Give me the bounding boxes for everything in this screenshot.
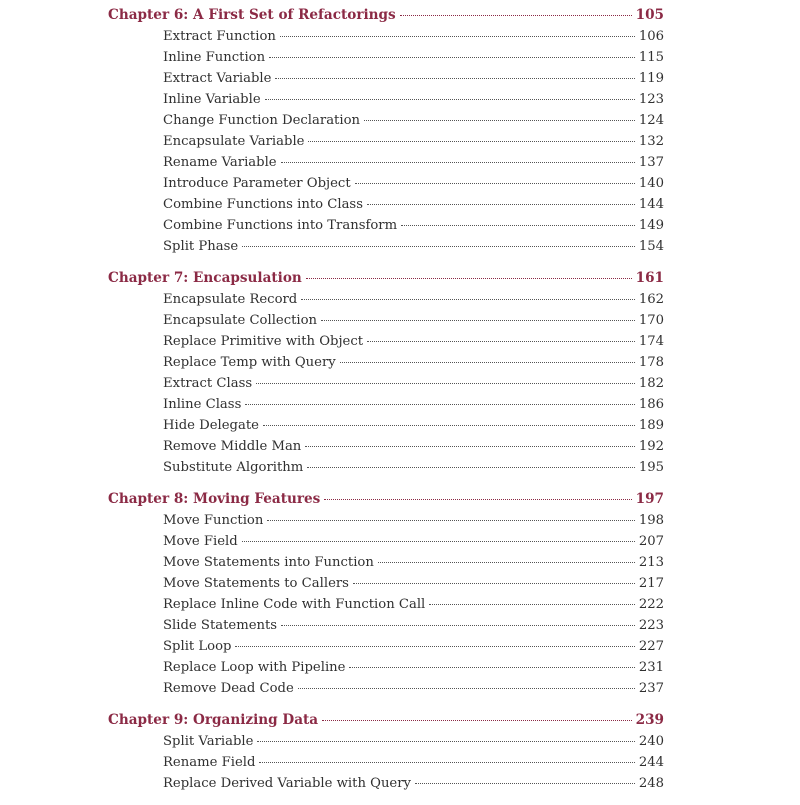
toc-section-entry[interactable] [163,215,664,236]
section-page-number: 149 [638,218,664,233]
section-title: Hide Delegate [163,418,259,433]
section-title: Replace Loop with Pipeline [163,660,346,675]
dot-leader [281,161,635,163]
section-title: Remove Middle Man [163,439,302,454]
chapter-heading[interactable] [108,710,664,731]
section-title: Move Field [163,534,238,549]
toc-section-entry[interactable] [163,47,664,68]
toc-section-entry[interactable] [163,510,664,531]
dot-leader [263,424,635,426]
section-page-number: 189 [638,418,664,433]
section-title: Split Loop [163,639,232,654]
dot-leader [275,77,634,79]
section-page-number: 182 [638,376,664,391]
toc-section-entry[interactable] [163,173,664,194]
dot-leader [269,56,635,58]
toc-section-entry[interactable] [163,110,664,131]
toc-section-entry[interactable] [163,89,664,110]
section-page-number: 178 [638,355,664,370]
toc-section-entry[interactable] [163,594,664,615]
section-title: Encapsulate Collection [163,313,318,328]
section-title: Encapsulate Record [163,292,298,307]
section-title: Inline Variable [163,92,261,107]
toc-section-entry[interactable] [163,773,664,794]
toc-section-entry[interactable] [163,657,664,678]
dot-leader [281,624,635,626]
toc-chapter [108,710,664,794]
dot-leader [256,382,635,384]
chapter-page-number: 105 [635,7,664,23]
dot-leader [280,35,635,37]
section-page-number: 240 [638,734,664,749]
toc-section-entry[interactable] [163,131,664,152]
dot-leader [367,340,635,342]
toc-section-entry[interactable] [163,615,664,636]
section-title: Substitute Algorithm [163,460,304,475]
dot-leader [257,740,634,742]
section-page-number: 217 [638,576,664,591]
section-title: Move Statements into Function [163,555,374,570]
dot-leader [235,645,634,647]
section-page-number: 132 [638,134,664,149]
dot-leader [306,277,632,279]
toc-section-entry[interactable] [163,415,664,436]
section-page-number: 207 [638,534,664,549]
dot-leader [301,298,635,300]
chapter-page-number: 239 [635,712,664,728]
toc-section-entry[interactable] [163,289,664,310]
section-title: Combine Functions into Transform [163,218,398,233]
section-title: Extract Variable [163,71,272,86]
section-title: Replace Derived Variable with Query [163,776,411,791]
chapter-heading[interactable] [108,5,664,26]
chapter-heading[interactable] [108,489,664,510]
section-page-number: 231 [638,660,664,675]
section-title: Rename Variable [163,155,277,170]
dot-leader [415,782,635,784]
toc-section-entry[interactable] [163,752,664,773]
table-of-contents [108,5,664,805]
section-page-number: 195 [638,460,664,475]
section-title: Move Statements to Callers [163,576,349,591]
section-page-number: 227 [638,639,664,654]
section-title: Remove Dead Code [163,681,294,696]
section-title: Replace Primitive with Object [163,334,364,349]
section-page-number: 192 [638,439,664,454]
section-page-number: 123 [638,92,664,107]
section-page-number: 213 [638,555,664,570]
section-page-number: 137 [638,155,664,170]
chapter-page-number: 197 [635,491,664,507]
toc-section-entry[interactable] [163,573,664,594]
dot-leader [307,466,635,468]
toc-section-entry[interactable] [163,68,664,89]
toc-section-entry[interactable] [163,531,664,552]
section-page-number: 223 [638,618,664,633]
section-page-number: 144 [638,197,664,212]
section-title: Split Phase [163,239,239,254]
section-page-number: 154 [638,239,664,254]
section-page-number: 119 [638,71,664,86]
section-page-number: 124 [638,113,664,128]
section-title: Split Variable [163,734,254,749]
section-page-number: 106 [638,29,664,44]
dot-leader [429,603,635,605]
dot-leader [400,14,632,16]
toc-section-entry[interactable] [163,731,664,752]
dot-leader [267,519,634,521]
chapter-title: Chapter 7: Encapsulation [108,270,302,286]
section-page-number: 186 [638,397,664,412]
section-title: Extract Class [163,376,253,391]
toc-section-entry[interactable] [163,26,664,47]
section-page-number: 198 [638,513,664,528]
section-title: Encapsulate Variable [163,134,305,149]
section-page-number: 237 [638,681,664,696]
toc-section-entry[interactable] [163,457,664,478]
toc-section-entry[interactable] [163,373,664,394]
toc-chapter [108,5,664,257]
section-page-number: 248 [638,776,664,791]
chapter-title: Chapter 9: Organizing Data [108,712,319,728]
section-page-number: 140 [638,176,664,191]
dot-leader [349,666,634,668]
toc-section-entry[interactable] [163,552,664,573]
dot-leader [308,140,634,142]
chapter-title: Chapter 6: A First Set of Refactorings [108,7,396,23]
toc-section-entry[interactable] [163,436,664,457]
toc-section-entry[interactable] [163,194,664,215]
dot-leader [298,687,635,689]
section-title: Replace Inline Code with Function Call [163,597,426,612]
toc-section-entry[interactable] [163,310,664,331]
section-title: Move Function [163,513,264,528]
toc-section-entry[interactable] [163,152,664,173]
section-page-number: 244 [638,755,664,770]
dot-leader [324,498,631,500]
dot-leader [340,361,635,363]
section-page-number: 170 [638,313,664,328]
dot-leader [378,561,635,563]
toc-section-entry[interactable] [163,636,664,657]
chapter-page-number: 161 [635,270,664,286]
section-page-number: 115 [638,50,664,65]
toc-section-entry[interactable] [163,331,664,352]
dot-leader [401,224,635,226]
toc-chapter [108,268,664,478]
dot-leader [321,319,635,321]
dot-leader [245,403,634,405]
dot-leader [353,582,635,584]
dot-leader [242,540,635,542]
section-title: Change Function Declaration [163,113,361,128]
dot-leader [322,719,632,721]
section-title: Inline Class [163,397,242,412]
dot-leader [259,761,634,763]
section-page-number: 162 [638,292,664,307]
dot-leader [305,445,635,447]
section-title: Replace Temp with Query [163,355,336,370]
section-title: Extract Function [163,29,276,44]
dot-leader [242,245,635,247]
section-title: Introduce Parameter Object [163,176,351,191]
section-title: Inline Function [163,50,266,65]
section-page-number: 222 [638,597,664,612]
toc-section-entry[interactable] [163,394,664,415]
toc-section-entry[interactable] [163,678,664,699]
chapter-heading[interactable] [108,268,664,289]
dot-leader [355,182,635,184]
toc-section-entry[interactable] [163,236,664,257]
toc-section-entry[interactable] [163,352,664,373]
section-page-number: 174 [638,334,664,349]
dot-leader [265,98,635,100]
section-title: Slide Statements [163,618,278,633]
dot-leader [364,119,635,121]
dot-leader [367,203,635,205]
section-title: Combine Functions into Class [163,197,363,212]
toc-chapter [108,489,664,699]
section-title: Rename Field [163,755,256,770]
chapter-title: Chapter 8: Moving Features [108,491,321,507]
